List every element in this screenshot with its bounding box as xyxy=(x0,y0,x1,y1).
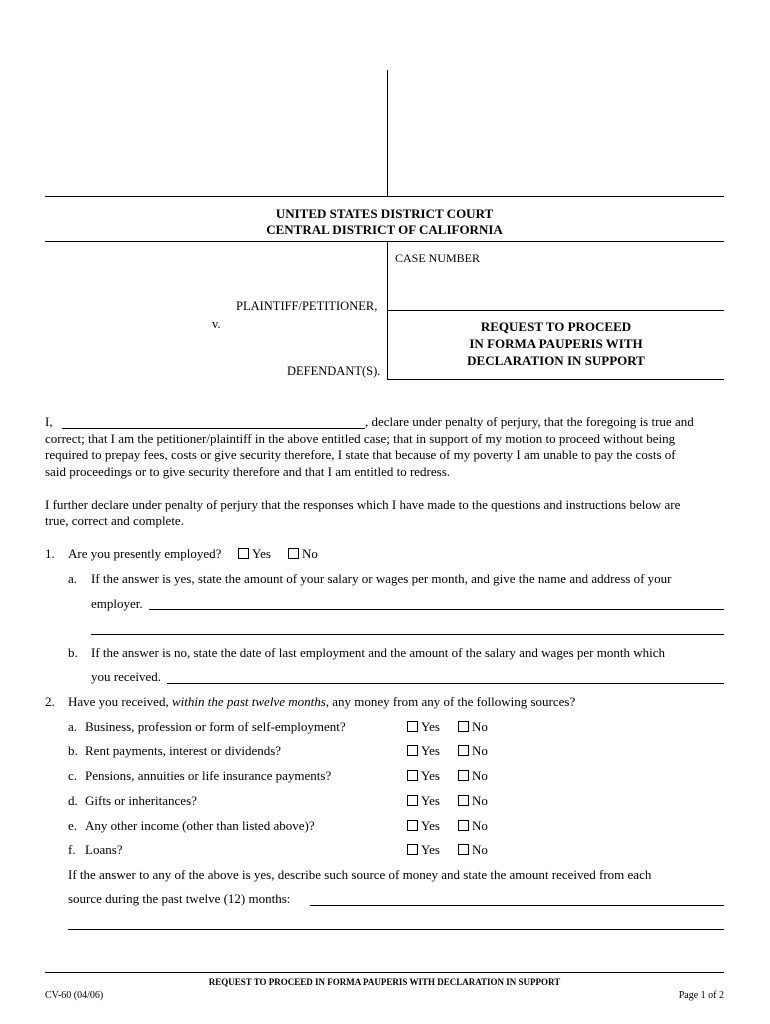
case-number-rule xyxy=(387,310,724,311)
employer-field[interactable] xyxy=(149,609,724,610)
q2c-no-label: No xyxy=(472,768,488,783)
employer-field-line2[interactable] xyxy=(91,634,724,635)
q2b-yes-label: Yes xyxy=(421,743,440,758)
q2-followup-line1: If the answer to any of the above is yes, describe such source of money and state the amount received from each xyxy=(68,867,652,882)
caption-bottom-rule xyxy=(387,379,724,380)
q2-item-label: e. xyxy=(68,818,78,833)
checkbox-icon xyxy=(288,548,299,559)
q2e-yes-option[interactable] xyxy=(407,818,440,834)
checkbox-icon xyxy=(458,770,469,781)
q1a-text: If the answer is yes, state the amount of your salary or wages per month, and give the name and address of your xyxy=(91,571,672,586)
q2f-yes-option[interactable] xyxy=(407,842,440,858)
declaration-line2: correct; that I am the petitioner/plaintiff in the above entitled case; that in support of my motion to proceed without being xyxy=(45,431,676,446)
checkbox-icon xyxy=(407,721,418,732)
q2-item-text: Business, profession or form of self-employment? xyxy=(85,719,346,734)
q2-item-label: d. xyxy=(68,793,78,808)
q2c-no-option[interactable] xyxy=(458,768,488,784)
court-district: CENTRAL DISTRICT OF CALIFORNIA xyxy=(266,222,503,237)
checkbox-icon xyxy=(407,795,418,806)
q2-followup-line2: source during the past twelve (12) months: xyxy=(68,891,291,906)
q2a-yes-option[interactable] xyxy=(407,719,440,735)
checkbox-icon xyxy=(407,820,418,831)
checkbox-icon xyxy=(458,820,469,831)
q2-item-text: Any other income (other than listed above)? xyxy=(85,818,315,833)
q2-item-text: Loans? xyxy=(85,842,123,857)
form-title-line1: REQUEST TO PROCEED xyxy=(480,319,632,334)
q2f-yes-label: Yes xyxy=(421,842,440,857)
checkbox-icon xyxy=(458,795,469,806)
q2f-no-label: No xyxy=(472,842,488,857)
q1b-label: b. xyxy=(68,645,78,660)
q2b-yes-option[interactable] xyxy=(407,743,440,759)
q2-item-label: f. xyxy=(68,842,76,857)
defendant-label: DEFENDANT(S). xyxy=(287,364,381,378)
form-title-line2: IN FORMA PAUPERIS WITH xyxy=(469,336,643,351)
further-line1: I further declare under penalty of perjury that the responses which I have made to the questions and instructions below are xyxy=(45,497,681,512)
form-id: CV-60 (04/06) xyxy=(45,990,104,1001)
q2d-no-label: No xyxy=(472,793,488,808)
case-number-field[interactable] xyxy=(392,266,722,308)
q1a-employer-label: employer. xyxy=(91,596,143,611)
checkbox-icon xyxy=(238,548,249,559)
q2b-no-label: No xyxy=(472,743,488,758)
page-number: Page 1 of 2 xyxy=(678,990,724,1001)
q2-item-text: Rent payments, interest or dividends? xyxy=(85,743,282,758)
q2e-no-option[interactable] xyxy=(458,818,488,834)
q1b-received-label: you received. xyxy=(91,669,162,684)
plaintiff-label: PLAINTIFF/PETITIONER, xyxy=(236,299,378,313)
q2-item-label: a. xyxy=(68,719,78,734)
q2a-no-label: No xyxy=(472,719,488,734)
q2-text-before: Have you received, xyxy=(68,694,169,709)
declaration-line3: required to prepay fees, costs or give security therefore, I state that because of my poverty I am unable to pay the costs of xyxy=(45,447,676,462)
q2f-no-option[interactable] xyxy=(458,842,488,858)
party-names-field[interactable] xyxy=(48,246,382,294)
footer-title: REQUEST TO PROCEED IN FORMA PAUPERIS WITH DECLARATION IN SUPPORT xyxy=(208,977,561,987)
declarant-name-field[interactable] xyxy=(62,428,365,429)
q1-no-option[interactable] xyxy=(288,546,318,562)
q2-number: 2. xyxy=(45,694,55,709)
last-employment-field[interactable] xyxy=(167,683,724,684)
checkbox-icon xyxy=(458,745,469,756)
q1-number: 1. xyxy=(45,546,55,561)
q2d-yes-option[interactable] xyxy=(407,793,440,809)
checkbox-icon xyxy=(407,844,418,855)
q1-yes-option[interactable] xyxy=(238,546,271,562)
further-line2: true, correct and complete. xyxy=(45,513,184,528)
q2-item-text: Pensions, annuities or life insurance payments? xyxy=(85,768,332,783)
q2-text-after: , any money from any of the following sources? xyxy=(325,694,576,709)
q1a-label: a. xyxy=(68,571,78,586)
q2-text xyxy=(68,694,575,710)
q2c-yes-label: Yes xyxy=(421,768,440,783)
q2a-yes-label: Yes xyxy=(421,719,440,734)
q2-item-label: b. xyxy=(68,743,78,758)
q1-text: Are you presently employed? xyxy=(68,546,222,561)
declaration-line1: , declare under penalty of perjury, that the foregoing is true and xyxy=(365,414,694,429)
declaration-line4: said proceedings or to give security therefore and that I am entitled to redress. xyxy=(45,464,451,479)
q2-text-italic: within the past twelve months xyxy=(171,694,326,709)
q2b-no-option[interactable] xyxy=(458,743,488,759)
form-title-line3: DECLARATION IN SUPPORT xyxy=(467,353,645,368)
q2d-no-option[interactable] xyxy=(458,793,488,809)
q1b-text: If the answer is no, state the date of last employment and the amount of the salary and wages per month which xyxy=(91,645,665,660)
q2e-yes-label: Yes xyxy=(421,818,440,833)
versus-label: v. xyxy=(212,317,221,331)
top-vertical-divider xyxy=(387,70,388,196)
checkbox-icon xyxy=(458,844,469,855)
q2d-yes-label: Yes xyxy=(421,793,440,808)
footer-rule xyxy=(45,972,724,973)
checkbox-icon xyxy=(407,745,418,756)
checkbox-icon xyxy=(458,721,469,732)
q2-item-text: Gifts or inheritances? xyxy=(85,793,197,808)
q2-item-label: c. xyxy=(68,768,78,783)
court-rule xyxy=(45,241,724,242)
q2a-no-option[interactable] xyxy=(458,719,488,735)
income-source-field[interactable] xyxy=(310,905,724,906)
case-number-label: CASE NUMBER xyxy=(395,251,481,265)
income-source-field-line2[interactable] xyxy=(68,929,724,930)
declaration-prefix: I, xyxy=(45,414,53,429)
checkbox-icon xyxy=(407,770,418,781)
q2e-no-label: No xyxy=(472,818,488,833)
top-rule xyxy=(45,196,724,197)
q2c-yes-option[interactable] xyxy=(407,768,440,784)
court-name: UNITED STATES DISTRICT COURT xyxy=(275,206,494,221)
q1-yes-label: Yes xyxy=(252,546,271,561)
q1-no-label: No xyxy=(302,546,318,561)
